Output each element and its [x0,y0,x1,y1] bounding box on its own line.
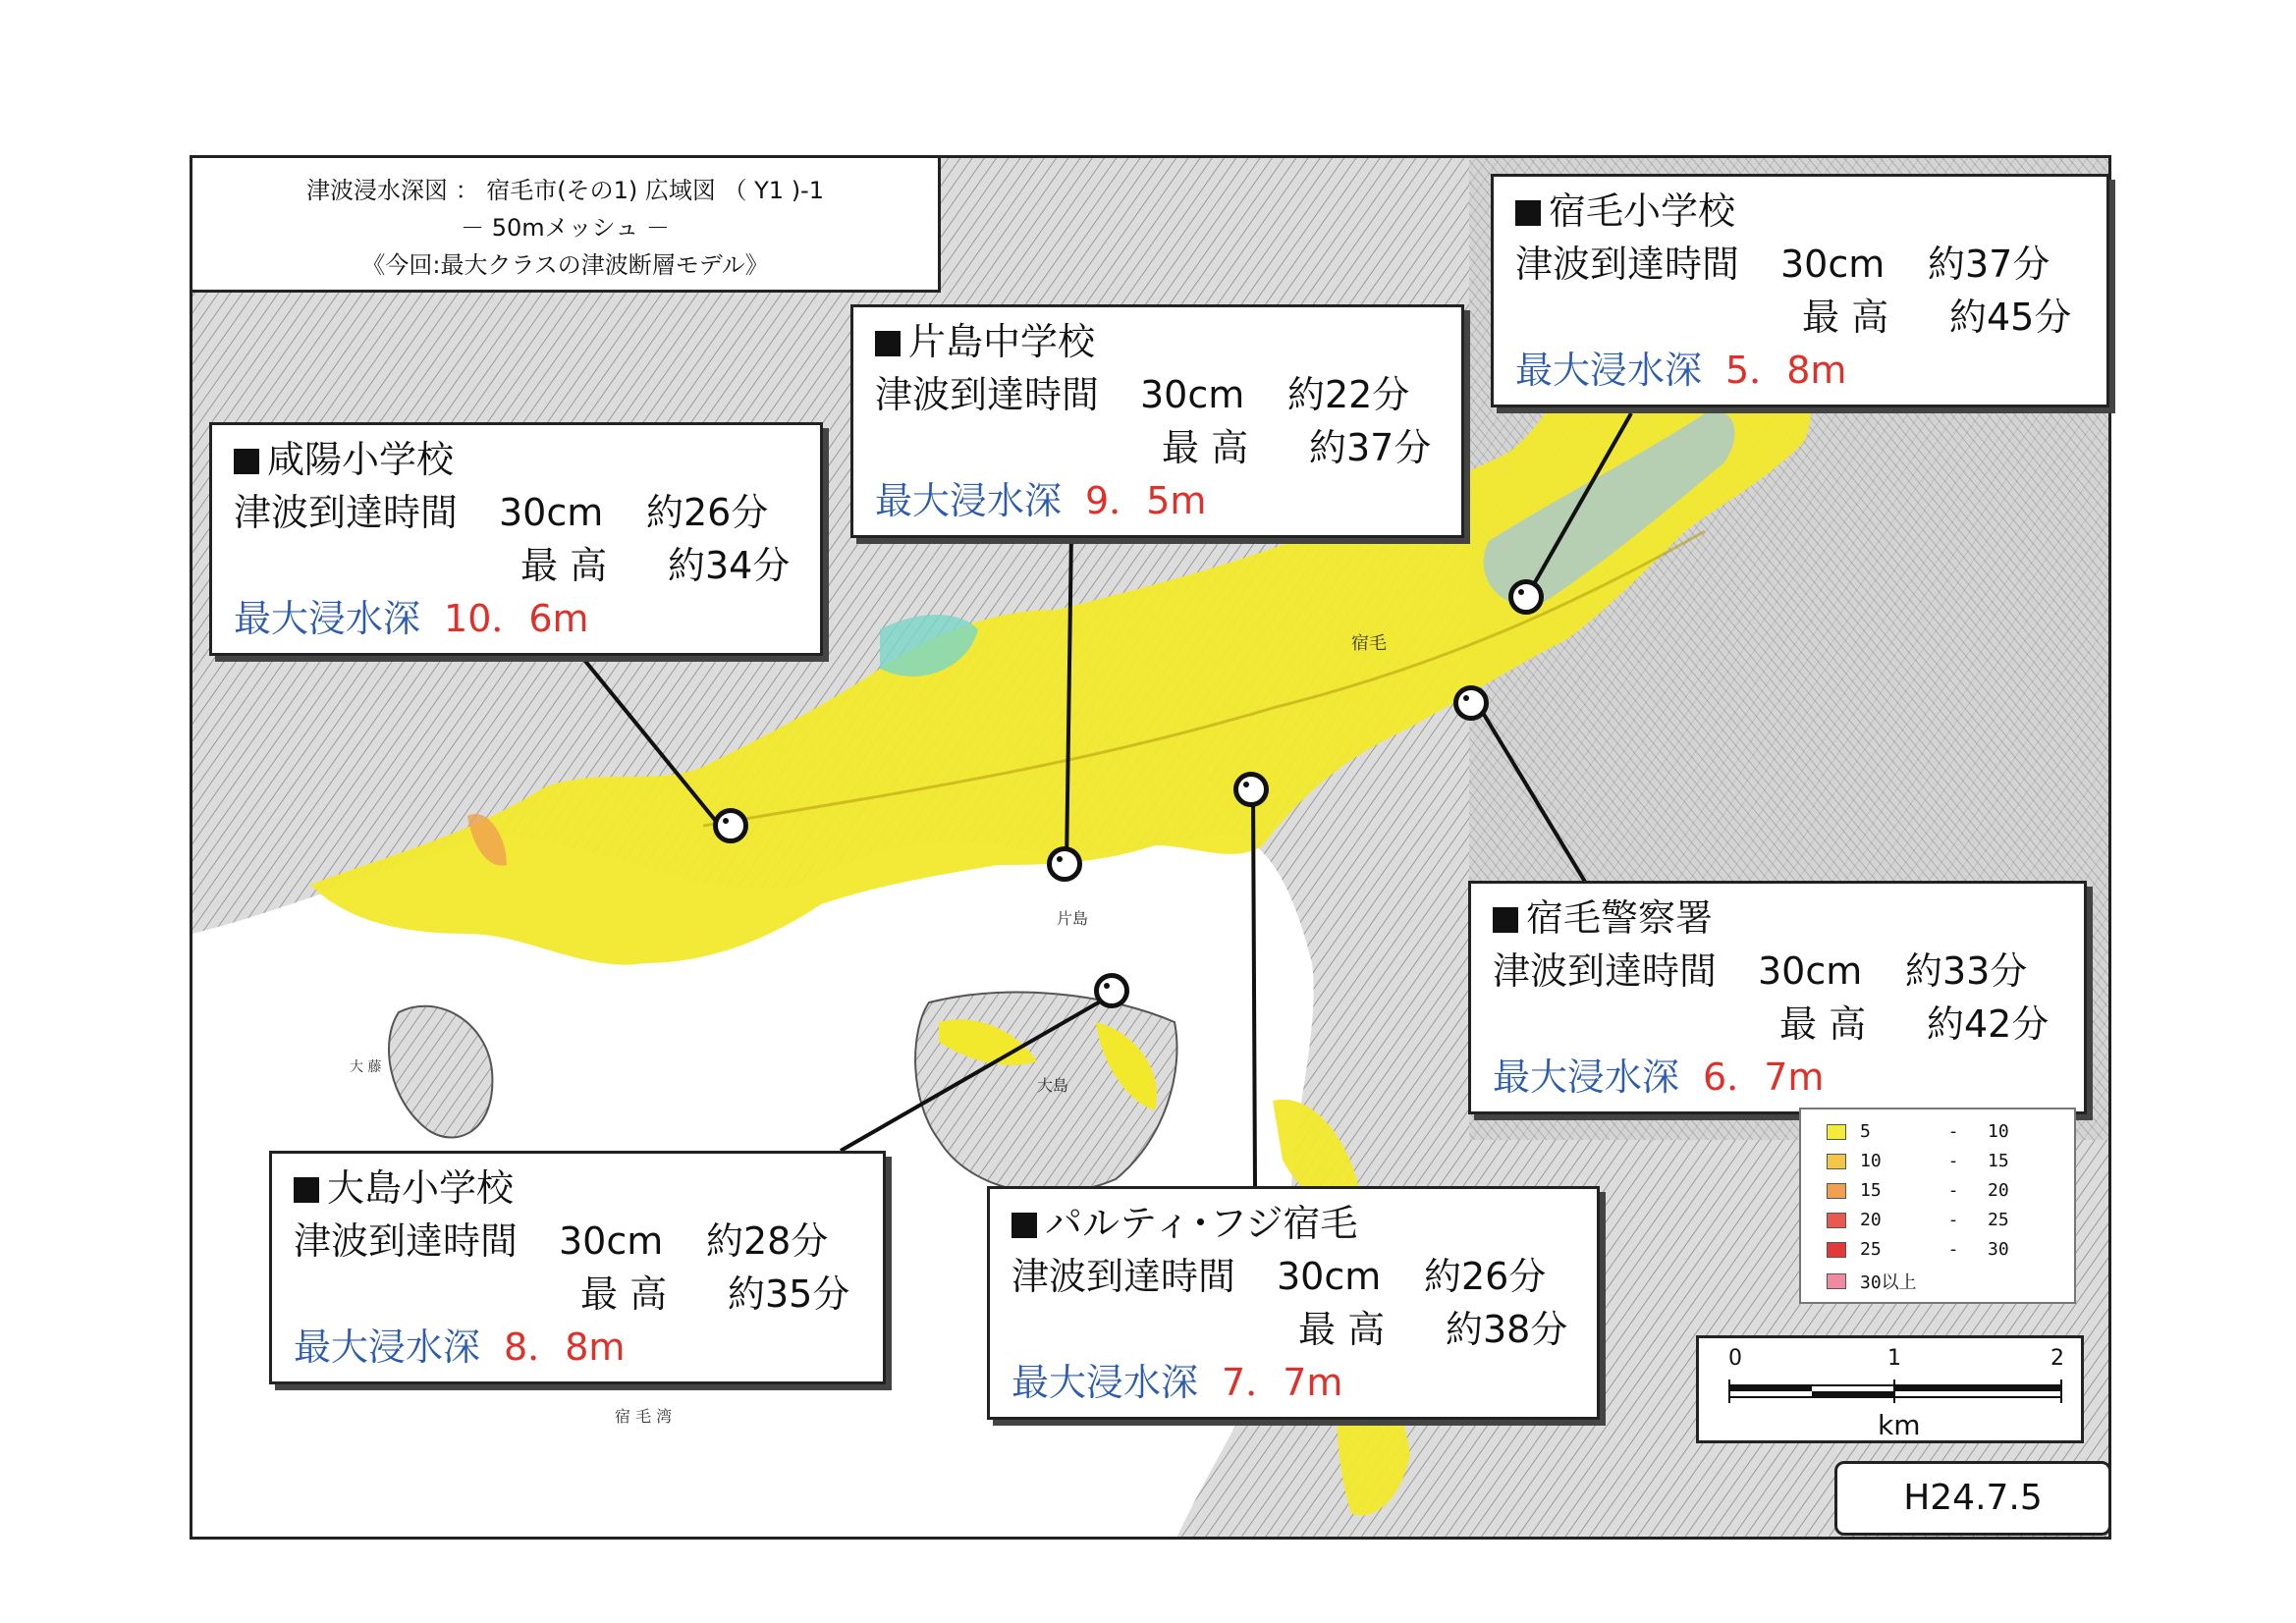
info-box-sukumo-es [1491,174,2109,407]
info-box-oshima [269,1151,886,1384]
legend-to: 30 [1988,1239,2009,1260]
arrival-30cm-label: 30cm [1758,949,1863,993]
arrival-30cm-label: 30cm [499,491,604,534]
legend-row [1827,1210,2009,1230]
legend-dash: - [1947,1121,1959,1142]
marker-oshima[interactable] [1094,973,1129,1008]
map-label-oshima: 大島 [1037,1076,1069,1095]
legend-from: 25 [1860,1239,1882,1260]
arrival-30cm-value: 約26分 [646,491,769,534]
arrival-label: 津波到達時間 [294,1219,519,1263]
title-line1: 津波浸水深図 ： 宿毛市(その1) 広域図 （ Y1 )-1 [306,177,824,204]
scale-bar-graphic [1728,1380,2062,1403]
legend-from: 20 [1860,1210,1882,1230]
square-bullet-icon [1493,907,1518,933]
arrival-30cm-value: 約37分 [1928,243,2050,286]
square-bullet-icon [294,1177,319,1203]
marker-parti[interactable] [1233,772,1269,807]
arrival-30cm-label: 30cm [1780,243,1886,286]
arrival-30cm-label: 30cm [1277,1255,1382,1298]
legend-row [1827,1180,2009,1201]
peak-value: 約42分 [1927,1002,2050,1046]
square-bullet-icon [1515,200,1541,226]
map-label-sukumo: 宿毛 [1351,633,1387,654]
max-depth-label: 最大浸水深 [1011,1361,1199,1404]
legend-swatch [1827,1154,1846,1169]
scale-tick-1: 1 [1887,1346,1901,1371]
marker-sukumo-es[interactable] [1508,579,1544,615]
legend-swatch [1827,1124,1846,1140]
map-title-box [190,155,941,293]
arrival-label: 津波到達時間 [1515,243,1740,286]
legend-from: 10 [1860,1151,1882,1171]
max-depth-label: 最大浸水深 [1515,349,1703,392]
title-line2: － 50mメッシュ － [461,214,670,242]
peak-value: 約35分 [728,1272,850,1316]
info-box-police [1468,881,2087,1114]
map-label-owata: 大 藤 [350,1059,382,1075]
date-label: H24.7.5 [1834,1461,2111,1536]
max-depth-label: 最大浸水深 [1493,1055,1680,1099]
peak-value: 約37分 [1309,426,1432,469]
max-depth-value: 10．6m [444,597,589,640]
arrival-label: 津波到達時間 [1493,949,1718,993]
scale-bar [1696,1335,2084,1443]
peak-label: 最 高 [1162,426,1249,469]
legend-row [1827,1239,2009,1260]
location-name: 宿毛警察署 [1493,892,2084,945]
peak-label: 最 高 [1779,1002,1867,1046]
max-depth-label: 最大浸水深 [234,597,421,640]
location-name: 大島小学校 [294,1162,883,1215]
arrival-30cm-value: 約22分 [1287,373,1410,416]
arrival-30cm-value: 約28分 [706,1219,829,1263]
arrival-label: 津波到達時間 [234,491,459,534]
legend-row [1827,1269,1919,1294]
legend-dash: - [1947,1239,1959,1260]
peak-value: 約34分 [668,544,791,587]
info-box-kanyo [209,422,823,656]
map-label-katashima: 片島 [1057,909,1089,928]
legend-swatch [1827,1242,1846,1258]
max-depth-value: 8．8m [504,1325,626,1369]
peak-label: 最 高 [580,1272,668,1316]
arrival-label: 津波到達時間 [875,373,1100,416]
max-depth-value: 7．7m [1222,1361,1343,1404]
legend-row [1827,1121,2009,1142]
location-name: 咸陽小学校 [234,433,820,486]
arrival-30cm-value: 約26分 [1424,1255,1547,1298]
info-box-katashima [850,304,1464,538]
location-name: 宿毛小学校 [1515,185,2106,238]
scale-tick-0: 0 [1728,1346,1742,1371]
max-depth-value: 9．5m [1085,479,1207,522]
scale-unit: km [1878,1409,1921,1441]
marker-police[interactable] [1453,685,1489,721]
peak-value: 約38分 [1446,1308,1568,1351]
legend-dash: - [1947,1180,1959,1201]
arrival-30cm-label: 30cm [1140,373,1245,416]
title-line3: 《今回:最大クラスの津波断層モデル》 [361,251,769,279]
marker-katashima[interactable] [1047,846,1082,882]
max-depth-value: 6．7m [1703,1055,1825,1099]
marker-kanyo[interactable] [713,808,748,843]
square-bullet-icon [1011,1213,1037,1238]
square-bullet-icon [875,331,901,356]
legend-to: 10 [1988,1121,2009,1142]
peak-label: 最 高 [520,544,608,587]
legend-to: 25 [1988,1210,2009,1230]
max-depth-label: 最大浸水深 [294,1325,481,1369]
legend-dash: - [1947,1151,1959,1171]
legend-swatch [1827,1183,1846,1199]
depth-legend [1799,1108,2076,1304]
legend-swatch [1827,1273,1846,1289]
location-name: パルティ･フジ宿毛 [1011,1197,1597,1250]
info-box-parti [987,1186,1600,1420]
leader-parti [1253,786,1255,1190]
legend-dash: - [1947,1210,1959,1230]
scale-tick-2: 2 [2050,1346,2064,1371]
arrival-30cm-label: 30cm [559,1219,664,1263]
legend-to: 20 [1988,1180,2009,1201]
legend-swatch [1827,1213,1846,1228]
legend-to: 15 [1988,1151,2009,1171]
square-bullet-icon [234,449,259,474]
peak-label: 最 高 [1298,1308,1386,1351]
arrival-30cm-value: 約33分 [1905,949,2028,993]
legend-from: 30以上 [1860,1272,1917,1293]
peak-value: 約45分 [1949,296,2072,339]
arrival-label: 津波到達時間 [1011,1255,1236,1298]
map-label-bay: 宿 毛 湾 [615,1407,673,1426]
location-name: 片島中学校 [875,315,1461,368]
legend-from: 5 [1860,1121,1871,1142]
max-depth-label: 最大浸水深 [875,479,1063,522]
legend-from: 15 [1860,1180,1882,1201]
peak-label: 最 高 [1802,296,1889,339]
legend-row [1827,1151,2009,1171]
max-depth-value: 5．8m [1725,349,1847,392]
